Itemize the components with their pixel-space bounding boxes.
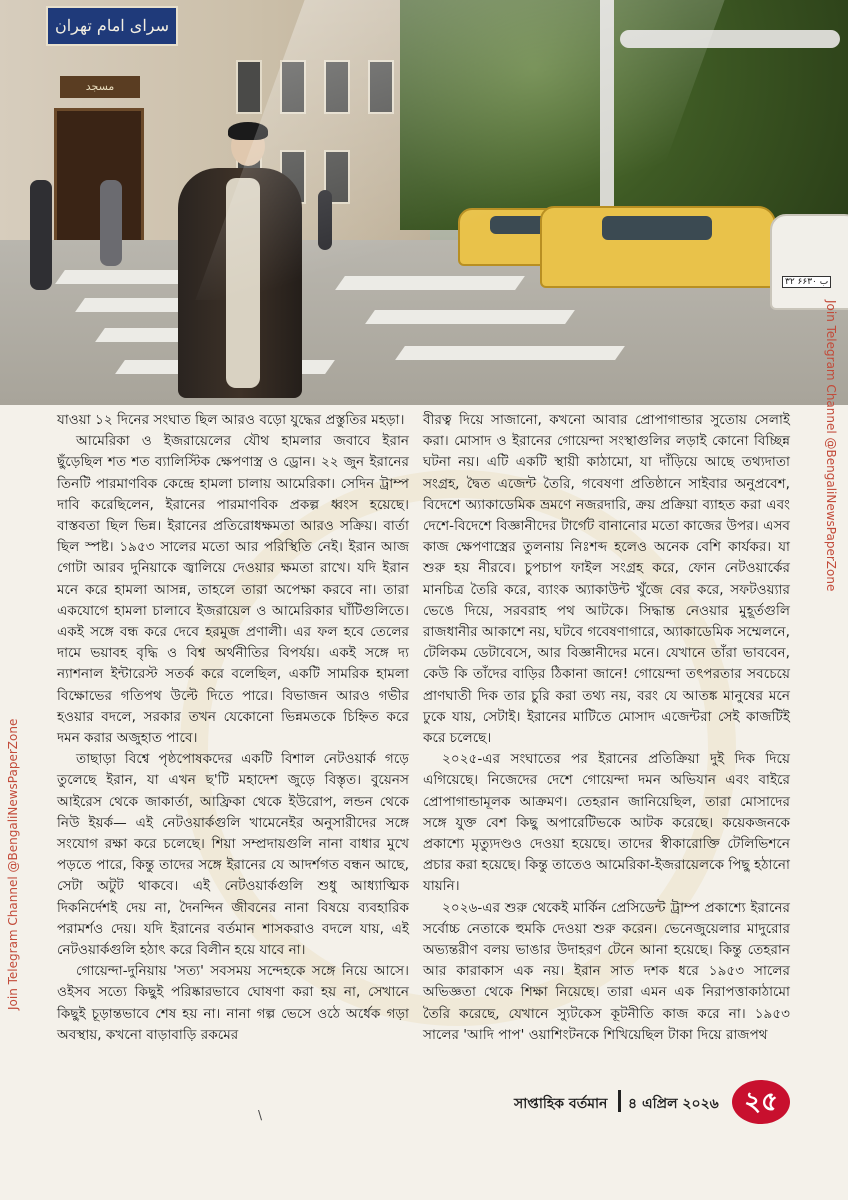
crosswalk-stripe <box>365 310 575 324</box>
footer-divider <box>618 1090 621 1112</box>
building-door <box>54 108 144 246</box>
article-column-left <box>57 410 409 1046</box>
bottom-mark: \ <box>258 1108 263 1122</box>
article-paragraph: ২০২৫-এর সংঘাতের পর ইরানের প্রতিক্রিয়া দুই দিক দিয়ে এগিয়েছে। নিজেদের দেশে গোয়েন্দা দমন অভিযান এবং বাইরে প্রোপাগান্ডামূলক আক্রমণ। তেহরান জানিয়েছিল, তারা মোসাদের সঙ্গে যুক্ত বেশ কিছু অপারেটিভকে আটক করেছে। কয়েকজনকে প্রকাশ্যে মৃত্যুদণ্ডও দেওয়া হয়েছে। তাদের স্বীকারোক্তি টেলিভিশনে প্রচার করা হয়েছে। কিন্তু তাতেও আমেরিকা-ইজরায়েলকে পিছু হঠানো যায়নি। <box>423 751 790 895</box>
white-car <box>770 214 848 310</box>
article-paragraph: যাওয়া ১২ দিনের সংঘাত ছিল আরও বড়ো যুদ্ধের প্রস্তুতির মহড়া। <box>57 412 405 428</box>
header-photo <box>0 0 848 405</box>
page-number-badge: ২৫ <box>732 1080 790 1124</box>
building-sign: سرای امام تهران <box>46 6 178 46</box>
side-channel-text-right: Join Telegram Channel @BengaliNewsPaperZone <box>824 300 838 592</box>
crosswalk-stripe <box>395 346 625 360</box>
article-paragraph: গোয়েন্দা-দুনিয়ায় 'সত্য' সবসময় সন্দেহকে সঙ্গে নিয়ে আসে। ওইসব সত্যে কিছুই পরিষ্কারভাবে ঘোষণা করা হয় না, সেখানে কিছুই চূড়ান্তভাবে শেষ হয় না। নানা গল্প ভেসে ওঠে অর্ধেক গড়া অবস্থায়, কখনো বাড়াবাড়ি রকমের <box>57 963 409 1043</box>
article-paragraph: বীরত্ব দিয়ে সাজানো, কখনো আবার প্রোপাগান্ডার সুতোয় সেলাই করা। মোসাদ ও ইরানের গোয়েন্দা সংস্থাগুলির লড়াই কোনো বিচ্ছিন্ন ঘটনা নয়। এটি একটি স্থায়ী কাঠামো, যা দাঁড়িয়ে আছে তথ্যদাতা সংগ্রহ, দ্বৈত এজেন্ট তৈরি, গবেষণা প্রতিষ্ঠানে সাইবার অনুপ্রবেশ, বিদেশে অ্যাকাডেমিক ভ্রমণে নজরদারি, ক্রয় প্রক্রিয়া ব্যাহত করা এবং দেশে-বিদেশে বিজ্ঞানীদের টার্গেট বানানোর মতো কাজের উপর। এসব কাজ ক্ষেপণাস্ত্রের তুলনায় নিঃশব্দ হলেও অনেক বেশি কার্যকর। যা শুরু হয় নীরবে। চুপচাপ ফাইল সংগ্রহ করে, ফোন নেটওয়ার্কের মানচিত্র তৈরি করে, ব্যাংক অ্যাকাউন্ট খুঁজে বের করে, সফটওয়্যার ভেঙে দিয়ে, সরবরাহ পথ আটকে। সিদ্ধান্ত নেওয়ার মুহূর্তগুলি রাজধানীর আকাশে নয়, ঘটবে গবেষণাগারে, অ্যাকাডেমিক সম্মেলনে, টেলিকম ডেটাবেসে, আর বিজ্ঞানীদের মনে। যেখানে তাঁরা ভাববেন, কেউ কি তাঁদের বাড়ির ঠিকানা জানে! গোয়েন্দা তৎপরতার সবচেয়ে প্রাণঘাতী দিক তার চুরি করা তথ্য নয়, বরং যে আতঙ্ক মানুষের মনে ঢুকে যায়, সেটাই। ইরানের মাটিতে মোসাদ এজেন্টরা সেই কাজটিই করে চলেছে। <box>423 412 790 747</box>
magazine-name: সাপ্তাহিক বর্তমান <box>514 1096 608 1112</box>
issue-date: ৪ এপ্রিল ২০২৬ <box>628 1096 719 1112</box>
article-column-right <box>423 410 790 1046</box>
side-channel-text-left: Join Telegram Channel @BengaliNewsPaperZone <box>6 718 20 1010</box>
page-footer <box>500 1080 800 1124</box>
article-paragraph: ২০২৬-এর শুরু থেকেই মার্কিন প্রেসিডেন্ট ট্রাম্প প্রকাশ্যে ইরানের সর্বোচ্চ নেতাকে হুমকি দেওয়া শুরু করেন। ভেনেজুয়েলার মাদুরোর অভ্যন্তরীণ বলয় ভাঙার উদাহরণ টেনে আনা হয়েছে। কিন্তু তেহরান আর কারাকাস এক নয়। ইরান সাত দশক ধরে ১৯৫৩ সালের অভিজ্ঞতা থেকে শিক্ষা নিয়েছে। তারা এমন এক নিরাপত্তাকাঠামো তৈরি করেছে, যেখানে স্যুটকেস কূটনীতি কাজ করে না। ১৯৫৩ সালের 'আদি পাপ' ওয়াশিংটনকে শিখিয়েছিল টাকা দিয়ে রাজপথ <box>423 899 790 1043</box>
article-paragraph: আমেরিকা ও ইজরায়েলের যৌথ হামলার জবাবে ইরান ছুঁড়েছিল শত শত ব্যালিস্টিক ক্ষেপণাস্ত্র ও ড্রোন। ২২ জুন ইরানের তিনটি পারমাণবিক কেন্দ্রে হামলা চালায় আমেরিকা। সেদিন ট্রাম্প দাবি করেছিলেন, ইরানের পারমাণবিক প্রকল্প ধ্বংস হয়েছে। বাস্তবতা ছিল ভিন্ন। ইরানের প্রতিরোধক্ষমতা আরও সক্রিয়। বার্তা ছিল স্পষ্ট। ১৯৫৩ সালের মতো আর পরিস্থিতি নেই। ইরান আজ গোটা আরব দুনিয়াকে জ্বালিয়ে দেওয়ার ক্ষমতা রাখে। যদি ইরান মনে করে হামলা আসন্ন, তাহলে তারা অপেক্ষা করবে না। তারা একযোগে হামলা চালাবে ইজরায়েল ও আমেরিকার ঘাঁটিগুলিতে। একই সঙ্গে বন্ধ করে দেবে হরমুজ প্রণালী। এর ফল হবে তেলের দামে ভয়াবহ বৃদ্ধি ও বিশ্ব অর্থনীতির বিপর্যয়। একই সঙ্গে দ্য ন্যাশনাল ইন্টারেস্ট সতর্ক করে বলেছিল, একটি সামরিক হামলা বিক্ষোভের গতিপথ উল্টে দিতে পারে। বিভাজন আরও গভীর হওয়ার বদলে, সরকার তখন যেকোনো ভিন্নমতকে চিহ্নিত করে দমন করার অজুহাত পাবে। <box>57 433 409 747</box>
door-plate: مسجد <box>60 76 140 98</box>
building-window <box>236 60 262 114</box>
license-plate: ۳۲ ب ۶۶۳۰ <box>782 276 831 288</box>
pedestrian <box>30 180 52 290</box>
article-paragraph: তাছাড়া বিশ্বে পৃষ্ঠপোষকদের একটি বিশাল নেটওয়ার্ক গড়ে তুলেছে ইরান, যা এখন ছ'টি মহাদেশ জুড়ে বিস্তৃত। বুয়েনস আইরেস থেকে জাকার্তা, আফ্রিকা থেকে ইউরোপ, লন্ডন থেকে নিউ ইয়র্ক— এই নেটওয়ার্কগুলি খামেনেইর অনুসারীদের সঙ্গে সংযোগ রক্ষা করে চলেছে। শিয়া সম্প্রদায়গুলি নানা বাধার মুখে পড়তে পারে, কিন্তু তাদের সঙ্গে ইরানের যে আদর্শগত বন্ধন আছে, সেটা অটুট থাকবে। এই নেটওয়ার্কগুলি শুধু আধ্যাত্মিক দিকনির্দেশই দেয় না, দৈনন্দিন জীবনের নানা বিষয়ে ব্যবহারিক পরামর্শও দেয়। যদি ইরানের বর্তমান শাসকরাও বদলে যায়, এই নেটওয়ার্কগুলি হঠাৎ করে বিলীন হয়ে যাবে না। <box>57 751 409 959</box>
pedestrian <box>100 180 122 266</box>
